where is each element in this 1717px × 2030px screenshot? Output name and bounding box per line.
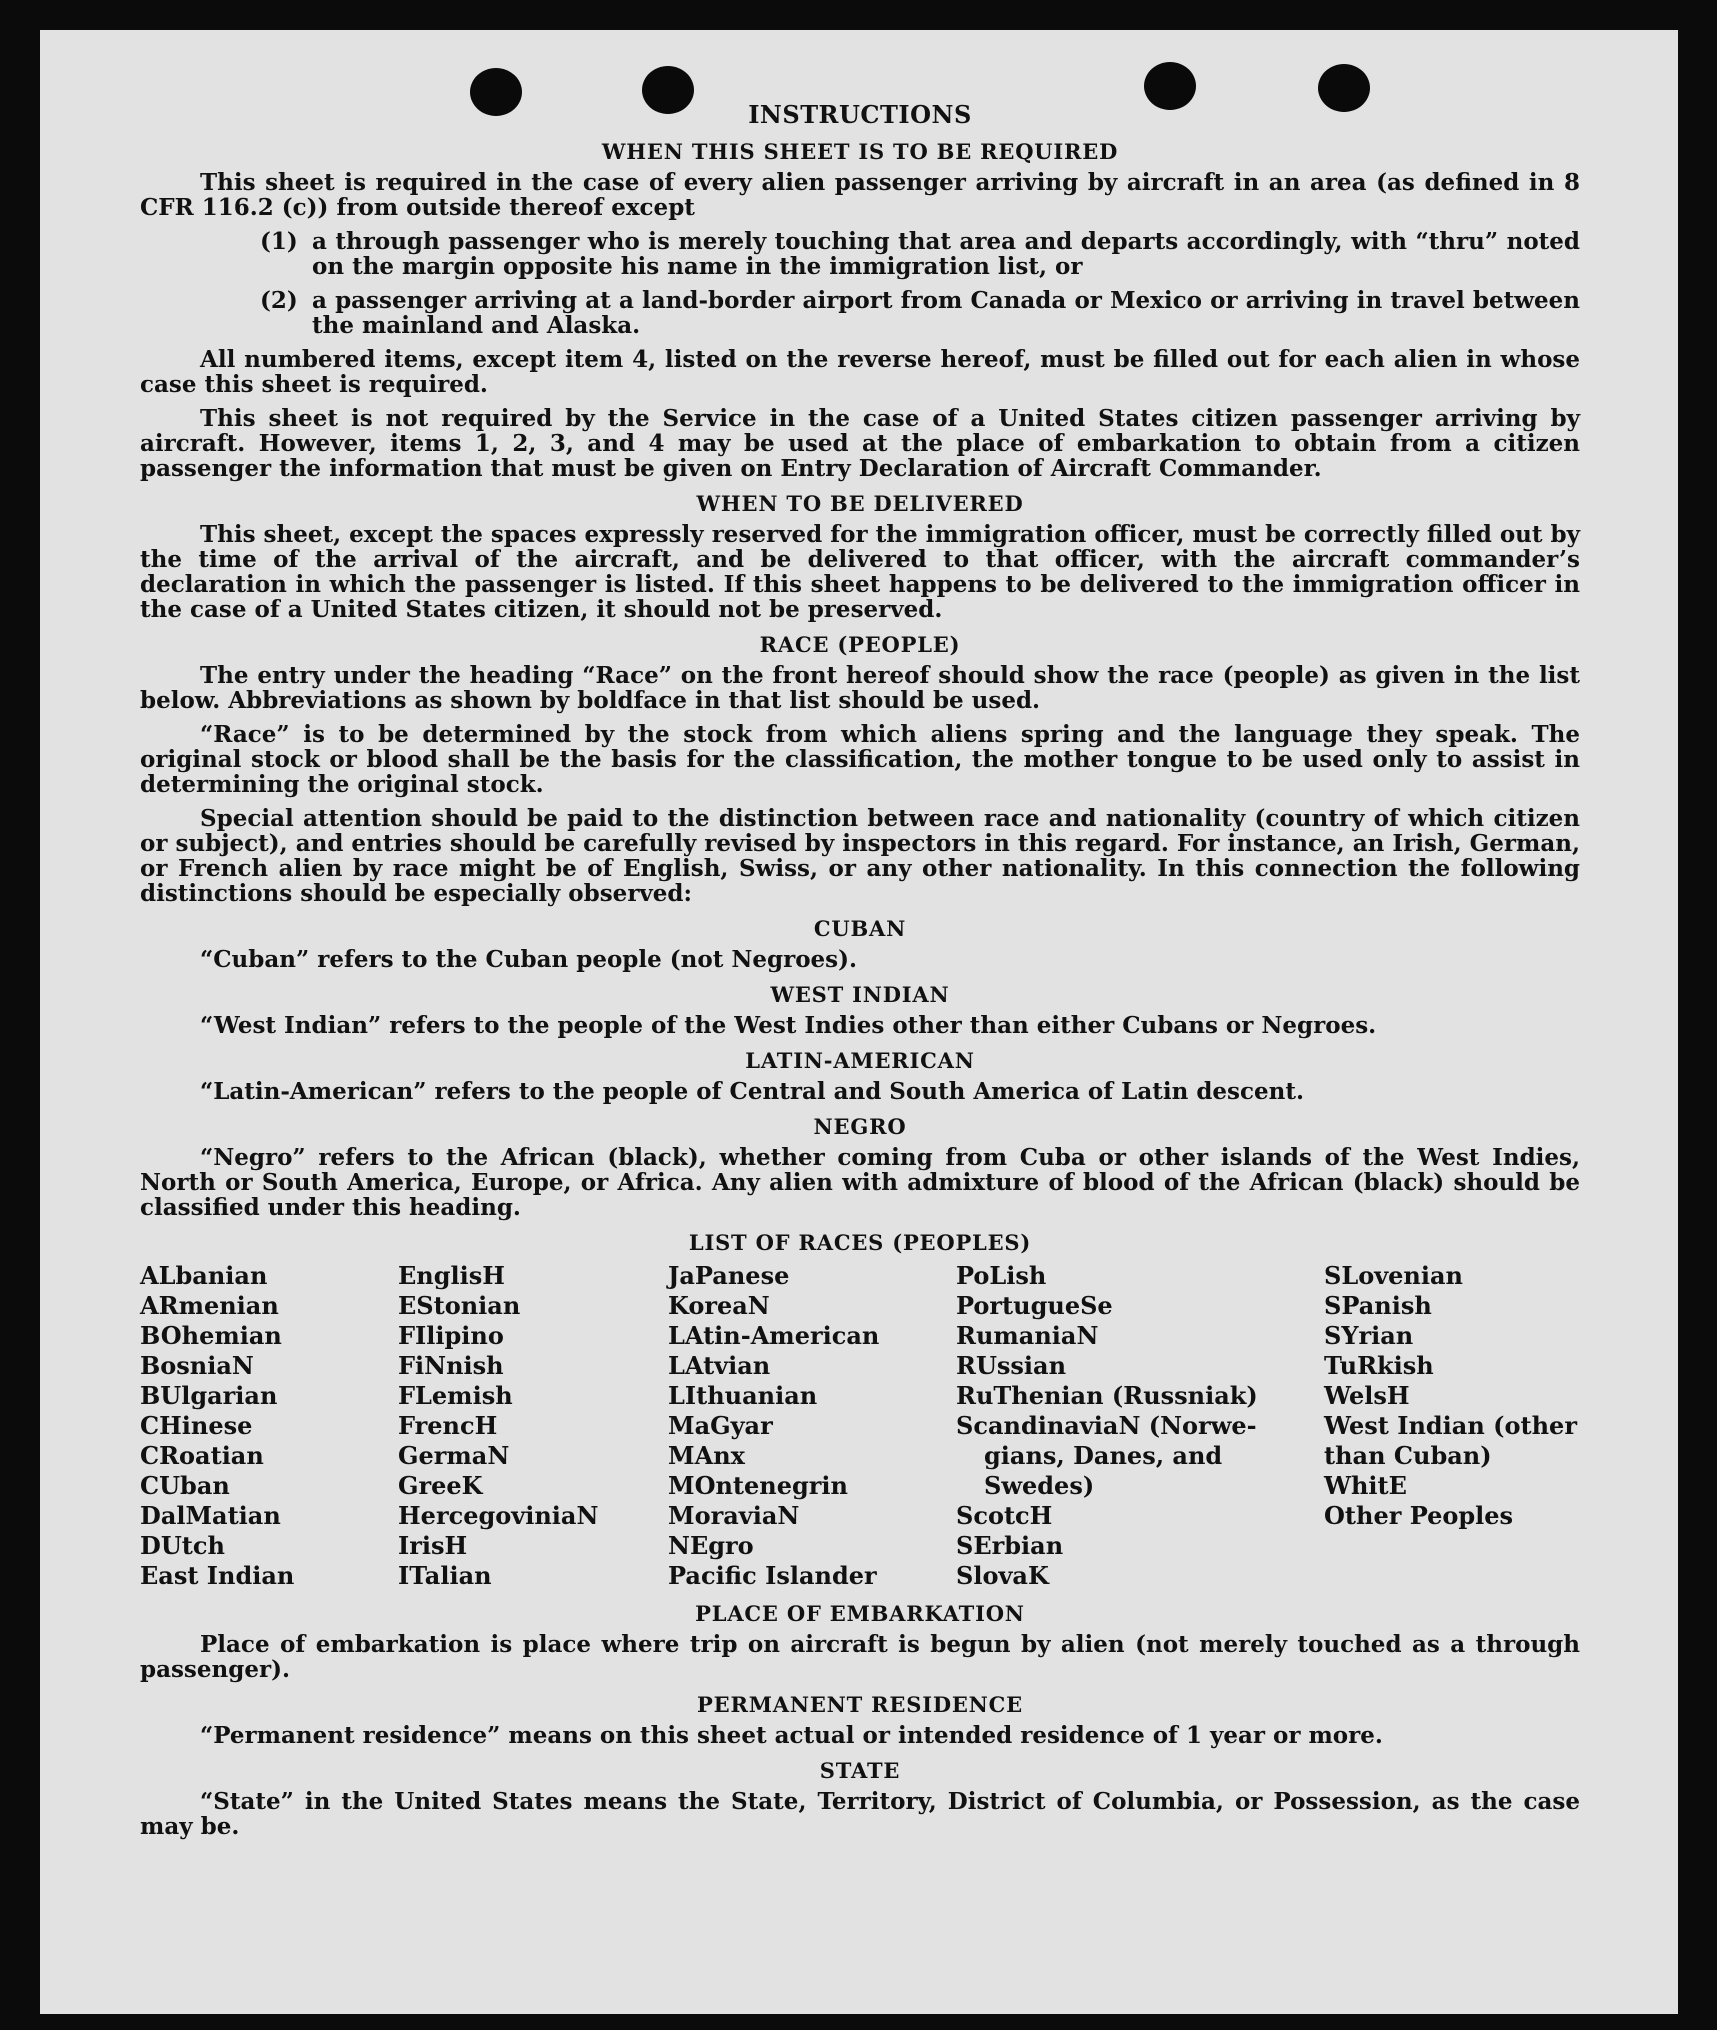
paragraph: The entry under the heading “Race” on the front hereof should show the race (people) as given in the list below. Abbreviations as shown by boldface in that list should be used.: [140, 662, 1580, 714]
race-entry: SLovenian: [1324, 1261, 1463, 1290]
item-number: (2): [260, 287, 298, 314]
race-entry: BUlgarian: [140, 1381, 278, 1410]
race-entry: ScandinaviaN (Norwe-: [956, 1411, 1257, 1440]
race-entry: LAtin-American: [668, 1321, 880, 1350]
paragraph: “Negro” refers to the African (black), whether coming from Cuba or other islands of the West Indies, North or South America, Europe, or Africa. Any alien with admixture of blood of the African (black) should be classified under this heading.: [140, 1144, 1580, 1221]
race-column: [140, 1261, 398, 1591]
race-entry: EnglisH: [398, 1261, 505, 1290]
race-entry: MAnx: [668, 1441, 745, 1470]
race-entry: FIlipino: [398, 1321, 504, 1350]
race-entry: WhitE: [1324, 1471, 1407, 1500]
race-entry: gians, Danes, and: [984, 1441, 1223, 1470]
document-sheet: [40, 30, 1678, 2014]
race-entry: EStonian: [398, 1291, 521, 1320]
race-entry: FrencH: [398, 1411, 498, 1440]
race-entry: MaGyar: [668, 1411, 773, 1440]
item-number: (1): [260, 228, 298, 255]
paragraph: This sheet is not required by the Service in the case of a United States citizen passenger arriving by aircraft. However, items 1, 2, 3, and 4 may be used at the place of embarkation to obtain from a citizen passenger the information that must be given on Entry Declaration of Aircraft Commander.: [140, 405, 1580, 482]
race-entry: PortugueSe: [956, 1291, 1113, 1320]
section-heading: PLACE OF EMBARKATION: [695, 1601, 1025, 1626]
paragraph: All numbered items, except item 4, listed on the reverse hereof, must be filled out for each alien in whose case this sheet is required.: [140, 346, 1580, 398]
section-heading: WEST INDIAN: [770, 982, 950, 1007]
race-list: [140, 1261, 1580, 1591]
race-entry: GermaN: [398, 1441, 510, 1470]
race-entry: RuThenian (Russniak): [956, 1381, 1258, 1410]
race-entry: DalMatian: [140, 1501, 281, 1530]
race-entry: CUban: [140, 1471, 230, 1500]
race-column: [668, 1261, 956, 1591]
section-heading: CUBAN: [813, 916, 907, 941]
item-text: a through passenger who is merely touching that area and departs accordingly, with “thru” noted on the margin opposite his name in the immigration list, or: [312, 228, 1580, 280]
race-entry: MoraviaN: [668, 1501, 800, 1530]
paragraph: “Latin-American” refers to the people of Central and South America of Latin descent.: [200, 1078, 1304, 1105]
document-title: INSTRUCTIONS: [748, 100, 972, 129]
race-entry: JaPanese: [668, 1261, 790, 1290]
section-heading: LATIN-AMERICAN: [745, 1048, 975, 1073]
paragraph: “Permanent residence” means on this sheet actual or intended residence of 1 year or more.: [200, 1722, 1383, 1749]
race-entry: SYrian: [1324, 1321, 1414, 1350]
race-entry: NEgro: [668, 1531, 754, 1560]
section-heading: WHEN TO BE DELIVERED: [696, 491, 1024, 516]
section-heading: LIST OF RACES (PEOPLES): [688, 1230, 1032, 1255]
race-entry: RUssian: [956, 1351, 1067, 1380]
race-entry: Other Peoples: [1324, 1501, 1514, 1530]
race-entry: East Indian: [140, 1561, 295, 1590]
race-entry: West Indian (other: [1324, 1411, 1577, 1440]
paragraph: Special attention should be paid to the distinction between race and nationality (country of which citizen or subject), and entries should be carefully revised by inspectors in this regard. For instance, an Irish, German, or French alien by race might be of English, Swiss, or any other nationality. In this connection the following distinctions should be especially observed:: [140, 805, 1580, 907]
race-entry: Swedes): [984, 1471, 1095, 1500]
race-entry: CRoatian: [140, 1441, 264, 1470]
race-entry: RumaniaN: [956, 1321, 1099, 1350]
race-entry: BosniaN: [140, 1351, 254, 1380]
race-column: [1324, 1261, 1580, 1591]
race-entry: than Cuban): [1324, 1441, 1492, 1470]
section-heading: NEGRO: [813, 1114, 907, 1139]
race-entry: Pacific Islander: [668, 1561, 877, 1590]
race-entry: ScotcH: [956, 1501, 1053, 1530]
race-entry: GreeK: [398, 1471, 483, 1500]
race-entry: BOhemian: [140, 1321, 282, 1350]
race-entry: KoreaN: [668, 1291, 770, 1320]
race-entry: CHinese: [140, 1411, 253, 1440]
list-item: [260, 288, 1580, 338]
race-entry: SPanish: [1324, 1291, 1432, 1320]
race-entry: LIthuanian: [668, 1381, 818, 1410]
paragraph: Place of embarkation is place where trip on aircraft is begun by alien (not merely touched as a through passenger).: [140, 1631, 1580, 1683]
race-entry: FiNnish: [398, 1351, 504, 1380]
paragraph: “State” in the United States means the State, Territory, District of Columbia, or Possession, as the case may be.: [140, 1788, 1580, 1840]
race-entry: IrisH: [398, 1531, 468, 1560]
section-heading: WHEN THIS SHEET IS TO BE REQUIRED: [601, 139, 1119, 164]
paragraph: “West Indian” refers to the people of the West Indies other than either Cubans or Negroes.: [200, 1012, 1377, 1039]
race-entry: MOntenegrin: [668, 1471, 848, 1500]
race-entry: ALbanian: [140, 1261, 268, 1290]
race-entry: ARmenian: [140, 1291, 279, 1320]
paragraph: This sheet, except the spaces expressly reserved for the immigration officer, must be correctly filled out by the time of the arrival of the aircraft, and be delivered to that officer, with the aircraft commander’s declaration in which the passenger is listed. If this sheet happens to be delivered to the immigration officer in the case of a United States citizen, it should not be preserved.: [140, 521, 1580, 623]
race-entry: WelsH: [1324, 1381, 1410, 1410]
race-entry: DUtch: [140, 1531, 225, 1560]
document-body: [140, 100, 1580, 1848]
race-entry: ITalian: [398, 1561, 492, 1590]
race-column: [956, 1261, 1324, 1591]
race-entry: PoLish: [956, 1261, 1047, 1290]
race-entry: FLemish: [398, 1381, 513, 1410]
race-entry: HercegoviniaN: [398, 1501, 599, 1530]
item-text: a passenger arriving at a land-border airport from Canada or Mexico or arriving in travel between the mainland and Alaska.: [312, 287, 1580, 339]
race-entry: TuRkish: [1324, 1351, 1434, 1380]
race-column: [398, 1261, 668, 1591]
paragraph: “Race” is to be determined by the stock from which aliens spring and the language they speak. The original stock or blood shall be the basis for the classification, the mother tongue to be used only to assist in determining the original stock.: [140, 721, 1580, 798]
paragraph: This sheet is required in the case of every alien passenger arriving by aircraft in an area (as defined in 8 CFR 116.2 (c)) from outside thereof except: [140, 169, 1580, 221]
section-heading: PERMANENT RESIDENCE: [697, 1692, 1023, 1717]
race-entry: LAtvian: [668, 1351, 771, 1380]
section-heading: STATE: [819, 1758, 901, 1783]
race-entry: SErbian: [956, 1531, 1064, 1560]
list-item: [260, 229, 1580, 279]
section-heading: RACE (PEOPLE): [759, 632, 961, 657]
paragraph: “Cuban” refers to the Cuban people (not Negroes).: [200, 946, 858, 973]
race-entry: SlovaK: [956, 1561, 1049, 1590]
